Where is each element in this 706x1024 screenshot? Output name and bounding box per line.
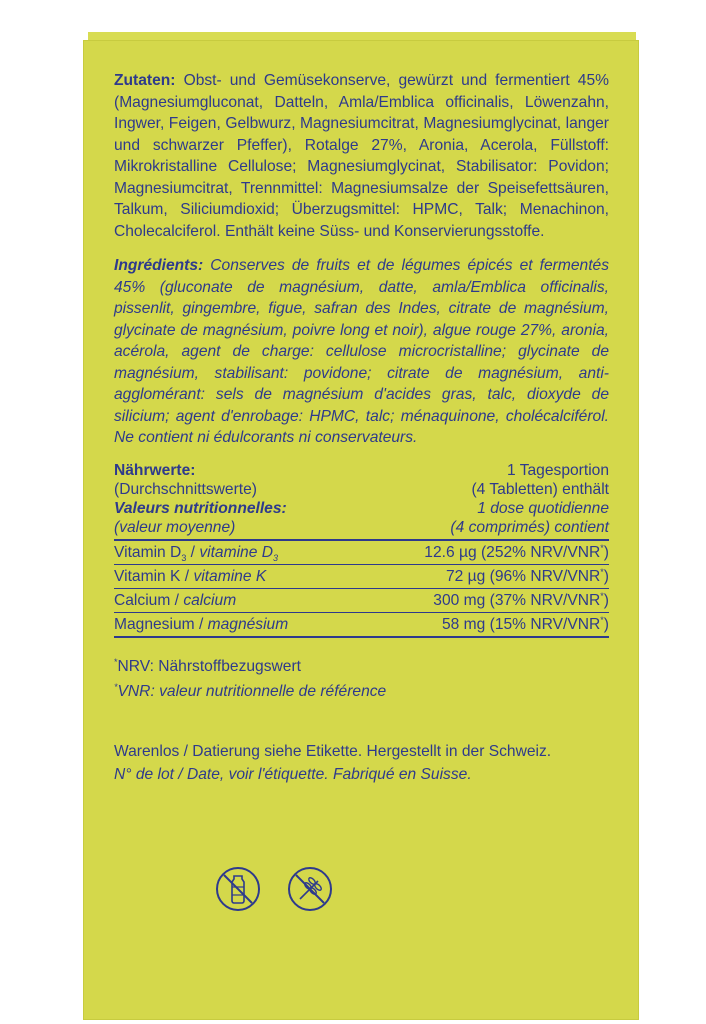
origin-fr: N° de lot / Date, voir l'étiquette. Fabriqué en Suisse. [114,765,472,783]
origin-info [114,740,609,786]
nutrient-asterisk: * [600,542,604,553]
nutrient-asterisk: * [600,614,604,625]
ingredients-fr [114,255,609,449]
nutrient-value: 12.6 µg (252% NRV/VNR [424,543,601,561]
ingredients-fr-label: Ingrédients: [114,257,204,274]
nutrient-value-end: ) [603,615,609,633]
footnote-nrv [114,652,609,677]
nutrient-name-fr: magnésium [207,615,289,633]
nutrient-name-de: Vitamin K [114,567,181,585]
nutrient-name-fr: vitamine K [193,567,267,585]
nutrition-subtitle-fr: (valeur moyenne) [114,518,236,536]
nutrient-name-de: Magnesium [114,615,195,633]
nutrient-name-de: Calcium [114,591,171,609]
nutrient-subscript-de: 3 [181,552,187,563]
ingredients-de-label: Zutaten: [114,72,176,89]
nutrition-header-de [114,461,609,499]
nutrient-value: 72 µg (96% NRV/VNR [445,567,601,585]
footnote-nrv-text: NRV: Nährstoffbezugswert [117,657,301,675]
nutrition-col-fr-2: (4 comprimés) contient [450,518,609,536]
certification-icons [214,865,334,913]
origin-de: Warenlos / Datierung siehe Etikette. Hergestellt in der Schweiz. [114,742,552,760]
nutrition-col-de-2: (4 Tabletten) enthält [471,480,609,498]
nutrition-col-de-1: 1 Tagesportion [506,461,609,479]
footnote-vnr-text: VNR: valeur nutritionnelle de référence [117,682,387,700]
table-row: Magnesium / magnésium 58 mg (15% NRV/VNR*) [114,613,609,638]
nutrient-name-fr: vitamine D [199,543,273,561]
nutrient-value-end: ) [603,567,609,585]
table-row: Vitamin $D_3$ / vitamine $D_3$ 12.6 µg (252% NRV/VNR*) [114,542,609,563]
footnote-asterisk: * [114,681,118,692]
ingredients-de-text: Obst- und Gemüsekonserve, gewürzt und fermentiert 45% (Magnesiumgluconat, Datteln, Amla/Emblica officinalis, Löwenzahn, Ingwer, Feigen, Gelbwurz, Magnesiumcitrat, Magnesiumglycinat, langer und schwarzer Pfeffer), Rotalge 27%, Aronia, Acerola, Füllstoff: Mikrokristalline Cellulose; Magnesiumglycinat, Stabilisator: Povidon; Magnesiumcitrat, Trennmittel: Magnesiumsalze der Speisefettsäuren, Talkum, Siliciumdioxid; Überzugsmittel: HPMC, Talk; Menachinon, Cholecalciferol. Enthält keine Süss- und Konservierungsstoffe. [114,72,609,240]
package-panel [83,40,639,1020]
nutrition-header-fr [114,499,609,537]
nutrient-name-fr: calcium [183,591,237,609]
nutrient-value-end: ) [603,543,609,561]
nutrient-name-de: Vitamin D [114,543,182,561]
nutrient-asterisk: * [600,566,604,577]
no-plastic-bottle-icon [214,865,262,913]
ingredients-de [114,70,609,242]
footnotes [114,652,609,702]
gluten-free-icon [286,865,334,913]
nutrient-asterisk: * [600,590,604,601]
nutrient-value: 300 mg (37% NRV/VNR [433,591,601,609]
nutrition-table [114,461,609,638]
nutrient-value: 58 mg (15% NRV/VNR [441,615,601,633]
nutrition-subtitle-de: (Durchschnittswerte) [114,480,257,498]
nutrient-value-end: ) [603,591,609,609]
nutrition-title-fr: Valeurs nutritionnelles: [114,499,287,517]
footnote-vnr [114,677,609,702]
ingredients-fr-text: Conserves de fruits et de légumes épicés et fermentés 45% (gluconate de magnésium, datte, amla/Emblica officinalis, pissenlit, gingembre, figue, safran des Indes, citrate de magnésium, glycinate de magnésium, poivre long et noir), algue rouge 27%, aronia, acérola, agent de charge: cellulose microcristalline; glycinate de magnésium, stabilisant: povidone; citrate de magnésium, anti-agglomérant: sels de magnésium d'acides gras, talc, dioxyde de silicium; agent d'enrobage: HPMC, talc; ménaquinone, cholécalciférol. Ne contient ni édulcorants ni conservateurs. [114,257,609,446]
table-row: Vitamin K / vitamine K 72 µg (96% NRV/VNR*) [114,565,609,589]
footnote-asterisk: * [114,656,118,667]
label-content [114,70,609,786]
nutrition-title-de: Nährwerte: [114,461,196,479]
table-row: Calcium / calcium 300 mg (37% NRV/VNR*) [114,589,609,613]
nutrition-col-fr-1: 1 dose quotidienne [477,499,609,517]
nutrient-subscript-fr: 3 [273,552,279,563]
